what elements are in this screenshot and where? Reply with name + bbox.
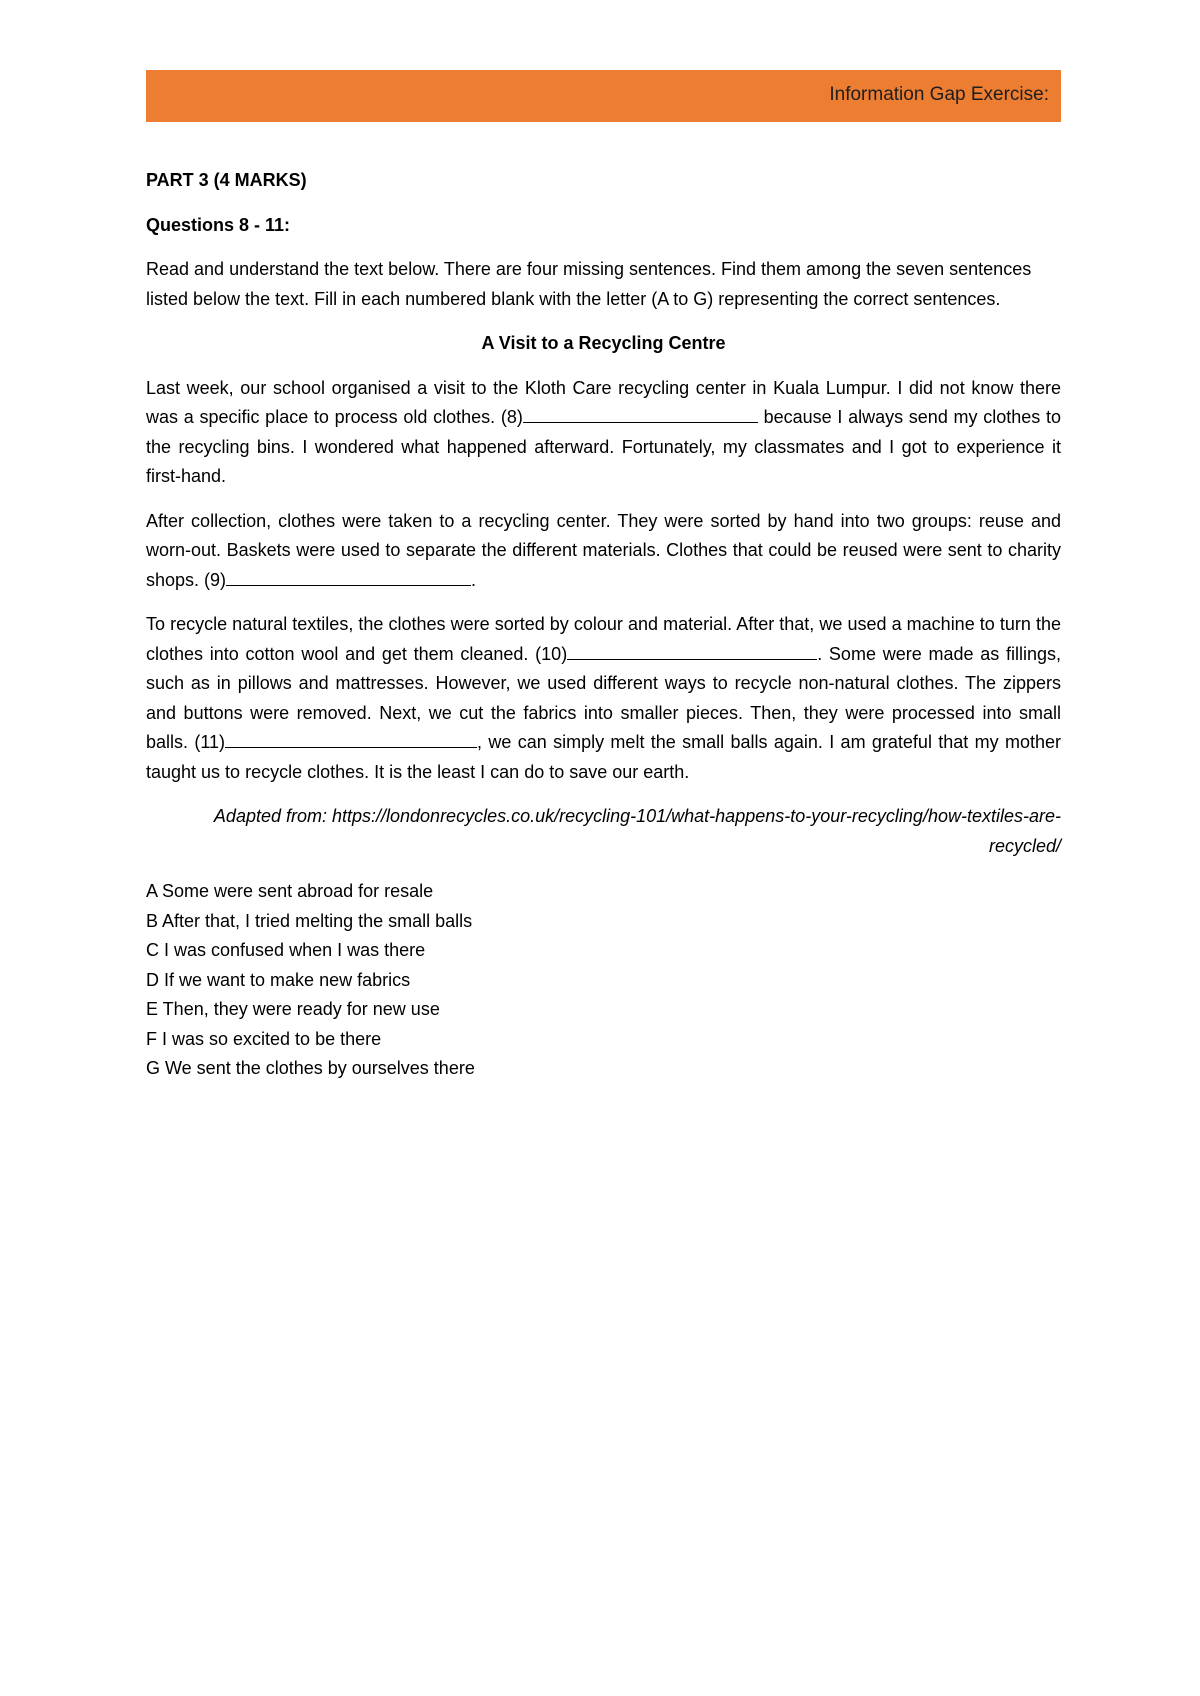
blank-9[interactable]	[226, 566, 471, 586]
paragraph-2	[146, 507, 1061, 596]
source-citation: Adapted from: https://londonrecycles.co.uk/recycling-101/what-happens-to-your-recycling/how-textiles-are-recycled/	[213, 806, 1061, 856]
option-f: F I was so excited to be there	[146, 1028, 382, 1049]
part-heading: PART 3 (4 MARKS)	[146, 170, 307, 190]
option-a: A Some were sent abroad for resale	[146, 881, 434, 901]
blank-11[interactable]	[225, 728, 477, 748]
paragraph-2-part-b: .	[471, 569, 477, 590]
questions-heading: Questions 8 - 11:	[146, 214, 291, 235]
paragraph-3-part-a: To recycle natural textiles, the clothes were sorted by colour and material. After that, we used a machine to turn the clothes into cotton wool and get them cleaned. (10)	[146, 614, 1061, 664]
paragraph-1	[146, 374, 1061, 492]
document-body	[146, 166, 1061, 1084]
passage-title: A Visit to a Recycling Centre	[481, 333, 726, 353]
option-d: D If we want to make new fabrics	[146, 969, 411, 990]
instructions: Read and understand the text below. There are four missing sentences. Find them among the seven sentences listed below the text. Fill in each numbered blank with the letter (A to G) representing the correct sentences.	[146, 259, 1032, 309]
paragraph-1-part-a: Last week, our school organised a visit to the Kloth Care recycling center in Kuala Lumpur. I did not know there was a specific place to process old clothes. (8)	[146, 377, 1061, 427]
options-list	[146, 877, 1061, 1084]
paragraph-3	[146, 610, 1061, 787]
header-band	[146, 70, 1061, 122]
blank-8[interactable]	[523, 403, 758, 423]
paragraph-3-part-c: , we can simply melt the small balls again. I am grateful that my mother taught us to recycle clothes. It is the least I can do to save our earth.	[146, 732, 1061, 782]
paragraph-2-part-a: After collection, clothes were taken to a recycling center. They were sorted by hand into two groups: reuse and worn-out. Baskets were used to separate the different materials. Clothes that could be reused were sent to charity shops. (9)	[146, 510, 1061, 590]
option-b: B After that, I tried melting the small balls	[146, 910, 473, 931]
option-g: G We sent the clothes by ourselves there	[146, 1058, 475, 1078]
header-title: Information Gap Exercise:	[829, 84, 1049, 105]
paragraph-1-part-b: because I always send my clothes to the recycling bins. I wondered what happened afterward. Fortunately, my classmates and I got to experience it first-hand.	[146, 407, 1062, 486]
paragraph-3-part-b: . Some were made as fillings, such as in pillows and mattresses. However, we used different ways to recycle non-natural clothes. The zippers and buttons were removed. Next, we cut the fabrics into smaller pieces. Then, they were processed into small balls. (11)	[146, 643, 1061, 752]
blank-10[interactable]	[567, 640, 817, 660]
option-e: E Then, they were ready for new use	[146, 999, 440, 1019]
option-c: C I was confused when I was there	[146, 940, 426, 960]
